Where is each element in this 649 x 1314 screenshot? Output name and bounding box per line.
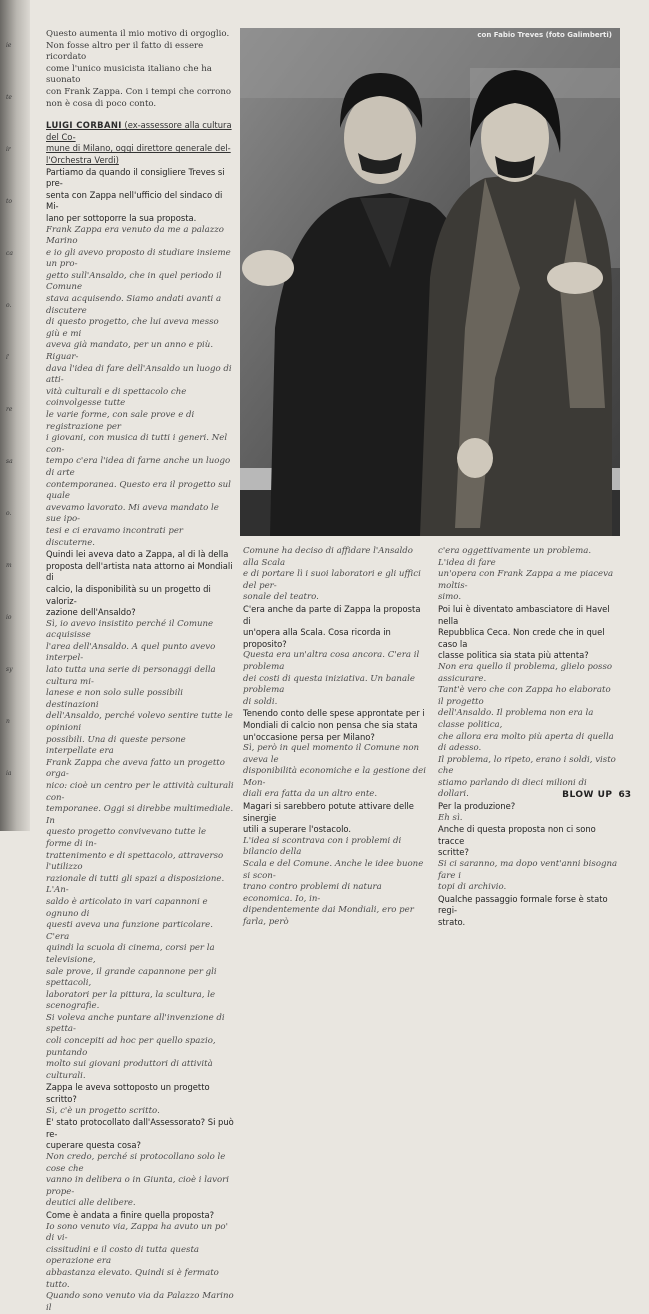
intro-line: non è cosa di poco conto. <box>46 98 157 109</box>
spine-fragment: i' <box>6 354 10 361</box>
magazine-name: BLOW UP <box>562 790 613 800</box>
text-line: Tant'è vero che con Zappa ho elaborato il progetto <box>438 685 611 707</box>
text-line: un'occasione persa per Milano? <box>243 731 375 742</box>
text-line: calcio, la disponibilità su un progetto di valoriz- <box>46 583 211 606</box>
text-line: contemporanea. Questo era il progetto sul quale <box>46 479 231 502</box>
spine-fragment: o. <box>6 510 12 517</box>
text-line: Frank Zappa che aveva fatto un progetto orga- <box>46 757 225 780</box>
text-line: Frank Zappa era venuto da me a palazzo Marino <box>46 224 224 247</box>
text-line: deutici alle delibere. <box>46 1198 136 1209</box>
text-line: tempo c'era l'idea di farne anche un luogo di arte <box>46 456 231 478</box>
text-line: Qualche passaggio formale forse è stato regi- <box>438 893 608 916</box>
text-line: senta con Zappa nell'ufficio del sindaco di Mi- <box>46 189 223 212</box>
text-line: aveva già mandato, per un anno e più. Riguar- <box>46 340 214 363</box>
page-number: 63 <box>618 790 631 800</box>
text-line: Sì, però in quel momento il Comune non aveva le <box>243 743 420 765</box>
text-line: scritte? <box>438 847 469 858</box>
text-line: coli concepiti ad hoc per quello spazio, puntando <box>46 1036 216 1058</box>
text-line: l'area dell'Ansaldo. A quel punto avevo interpel- <box>46 641 216 664</box>
text-line: questo progetto convivevano tutte le forme di in- <box>46 827 207 849</box>
text-line: Scala e del Comune. Anche le idee buone si scon- <box>243 859 424 881</box>
page-footer <box>562 790 631 800</box>
text-line: cissitudini e il costo di tutta questa operazione era <box>46 1244 200 1267</box>
text-line: disponibilità economiche e la gestione dei Mon- <box>243 766 426 788</box>
text-line: Poi lui è diventato ambasciatore di Havel nella <box>438 603 610 626</box>
text-line: Anche di questa proposta non ci sono tracce <box>438 824 596 846</box>
text-line: avevamo lavorato. Mi aveva mandato le sue ipo- <box>46 502 219 525</box>
interviewee-role-line: l'Orchestra Verdi) <box>46 154 119 165</box>
intro-line: con Frank Zappa. Con i tempi che corrono <box>46 86 232 97</box>
answer <box>438 813 618 825</box>
text-line: Questa era un'altra cosa ancora. C'era il problema <box>243 650 420 672</box>
text-line: cuperare questa cosa? <box>46 1140 141 1151</box>
text-line: tesi e ci eravamo incontrati per discuterne. <box>46 525 184 548</box>
text-line: Non era quello il problema, glielo posso assicurare. <box>438 661 613 684</box>
text-line: Io sono venuto via, Zappa ha avuto un po' di vi- <box>46 1221 228 1244</box>
text-line: stiamo parlando di dieci milioni di dollari. <box>438 777 587 800</box>
text-line: Quando sono venuto via da Palazzo Marino il <box>46 1291 234 1313</box>
text-line: dell'Ansaldo, perché volevo sentire tutte le opinioni <box>46 711 233 734</box>
text-line: dell'Ansaldo. Il problema non era la classe politica, <box>438 708 594 730</box>
text-line: Zappa le aveva sottoposto un progetto scritto? <box>46 1082 210 1105</box>
text-line: razionale di tutti gli spazi a disposizione. L'An- <box>46 873 225 896</box>
text-line: dipendentemente dai Mondiali, ero per farla, però <box>243 905 414 927</box>
text-line: temporanee. Oggi si direbbe multimediale. In <box>46 804 234 826</box>
spine-fragment: ie <box>6 42 12 49</box>
photo-credit: con Fabio Treves (foto Galimberti) <box>477 31 612 39</box>
question <box>438 801 618 813</box>
question <box>46 549 234 619</box>
photo <box>240 28 620 536</box>
text-line: classe politica sia stata più attenta? <box>438 650 589 661</box>
text-line: Magari si sarebbero potute attivare delle sinergie <box>243 801 414 823</box>
question <box>46 167 234 225</box>
text-line: L'idea si scontrava con i problemi di bilancio della <box>243 835 402 858</box>
text-line: Sì, c'è un progetto scritto. <box>46 1105 160 1116</box>
answer <box>46 1152 234 1210</box>
intro-line: Non fosse altro per il fatto di essere ricordato <box>46 40 204 63</box>
answer <box>243 743 429 801</box>
text-line: getto sull'Ansaldo, che in quel periodo il Comune <box>46 270 222 293</box>
question <box>438 604 618 662</box>
text-line: Quindi lei aveva dato a Zappa, al di là della <box>46 549 229 560</box>
text-line: Repubblica Ceca. Non crede che in quel caso la <box>438 627 605 649</box>
answer <box>46 1106 234 1118</box>
column-1-body <box>46 167 234 1314</box>
text-line: Si voleva anche puntare all'invenzione di spetta- <box>46 1012 225 1035</box>
text-line: laboratori per la pittura, la scultura, le scenografie. <box>46 989 216 1012</box>
text-line: i giovani, con musica di tutti i generi. Nel con- <box>46 433 228 455</box>
interviewee-name: LUIGI CORBANI <box>46 120 122 131</box>
text-line: Si ci saranno, ma dopo vent'anni bisogna fare i <box>438 859 618 881</box>
text-line: vità culturali e di spettacolo che coinvolgesse tutte <box>46 386 187 409</box>
text-line: diali era fatta da un altro ente. <box>243 789 378 800</box>
spine-fragment: m <box>6 562 12 569</box>
text-line: trattenimento e di spettacolo, attraverso l'utilizzo <box>46 850 224 873</box>
interviewee-role-line: (ex-assessore alla cultura del Co- <box>46 120 232 142</box>
text-line: le varie forme, con sale prove e di registrazione per <box>46 410 195 432</box>
text-line: un'opera alla Scala. Cosa ricorda in proposito? <box>243 627 391 649</box>
answer <box>438 546 618 604</box>
spine-fragment: re <box>6 406 13 413</box>
answer <box>46 225 234 550</box>
text-line: Come è andata a finire quella proposta? <box>46 1209 215 1220</box>
spine-fragment: te <box>6 94 12 101</box>
text-line: Eh sì. <box>438 812 463 823</box>
interviewee-heading <box>46 120 234 166</box>
text-line: questi aveva una funzione particolare. C'era <box>46 920 213 942</box>
text-line: Per la produzione? <box>438 801 516 812</box>
answer <box>243 546 429 604</box>
text-line: Mondiali di calcio non pensa che sia stata <box>243 719 418 730</box>
text-line: di questo progetto, che lui aveva messo giù e mi <box>46 317 219 339</box>
text-line: Il problema, lo ripeto, erano i soldi, visto che <box>438 754 616 777</box>
question <box>438 894 618 929</box>
text-line: possibili. Una di queste persone interpellate era <box>46 734 186 757</box>
text-line: C'era anche da parte di Zappa la proposta di <box>243 603 421 626</box>
spine-fragment: io <box>6 614 12 621</box>
intro-line: come l'unico musicista italiano che ha suonato <box>46 63 212 86</box>
text-line: trano contro problemi di natura economica. Io, in- <box>243 882 382 904</box>
text-line: lato tutta una serie di personaggi della cultura mi- <box>46 665 216 687</box>
book-spine <box>0 0 30 831</box>
answer <box>438 859 618 894</box>
question <box>243 604 429 650</box>
question <box>438 824 618 859</box>
text-line: Comune ha deciso di affidare l'Ansaldo alla Scala <box>243 546 413 568</box>
answer <box>243 650 429 708</box>
interviewee-role-line: mune di Milano, oggi direttore generale del- <box>46 143 231 154</box>
text-line: lano per sottoporre la sua proposta. <box>46 212 197 223</box>
answer <box>243 836 429 929</box>
text-line: quindi la scuola di cinema, corsi per la televisione, <box>46 943 215 965</box>
text-line: Tenendo conto delle spese approntate per i <box>243 708 425 719</box>
text-line: stava acquisendo. Siamo andati avanti a discutere <box>46 294 222 316</box>
spine-fragment: sy <box>6 666 13 673</box>
question <box>46 1210 234 1222</box>
text-line: dei costi di questa iniziativa. Un banale problema <box>243 673 415 696</box>
spine-fragment: ia <box>6 770 12 777</box>
answer <box>46 619 234 1083</box>
question <box>46 1117 234 1152</box>
answer <box>438 662 618 801</box>
column-2 <box>243 546 429 929</box>
text-line: un'opera con Frank Zappa a me piaceva moltis- <box>438 569 614 591</box>
text-line: topi di archivio. <box>438 882 507 893</box>
text-line: Partiamo da quando il consigliere Treves si pre- <box>46 166 225 189</box>
text-line: saldo è articolato in vari capannoni e ognuno di <box>46 896 208 919</box>
column-1 <box>46 29 234 1314</box>
text-line: e io gli avevo proposto di studiare insieme un pro- <box>46 247 231 270</box>
intro-line: Questo aumenta il mio motivo di orgoglio. <box>46 29 230 39</box>
text-line: molto sui giovani produttori di attività culturali. <box>46 1059 213 1081</box>
text-line: zazione dell'Ansaldo? <box>46 607 136 618</box>
text-line: Non credo, perché si protocollano solo le cose che <box>46 1152 226 1174</box>
text-line: dava l'idea di fare dell'Ansaldo un luogo di atti- <box>46 363 232 386</box>
spine-fragment: sa <box>6 458 13 465</box>
answer <box>46 1222 234 1314</box>
portrait-photo <box>240 28 620 536</box>
text-line: di soldi. <box>243 696 278 707</box>
text-line: strato. <box>438 917 466 927</box>
question <box>46 1082 234 1105</box>
spine-fragment: n <box>6 718 10 725</box>
text-line: nico: cioè un centro per le attività culturali con- <box>46 781 234 803</box>
question <box>243 708 429 743</box>
text-line: lanese e non solo sulle possibili destinazioni <box>46 688 184 710</box>
text-line: sonale del teatro. <box>243 592 319 603</box>
text-line: abbastanza elevato. Quindi si è fermato tutto. <box>46 1267 219 1290</box>
text-line: e di portare lì i suoi laboratori e gli uffici del per- <box>243 569 421 591</box>
text-line: utili a superare l'ostacolo. <box>243 824 352 835</box>
column-3 <box>438 546 618 929</box>
text-line: simo. <box>438 592 462 603</box>
text-line: c'era oggettivamente un problema. L'idea di fare <box>438 546 592 568</box>
text-line: sale prove, il grande capannone per gli spettacoli, <box>46 966 217 989</box>
text-line: Sì, io avevo insistito perché il Comune acquisisse <box>46 618 214 641</box>
spine-fragment: ir <box>6 146 11 153</box>
text-line: proposta dell'artista nata attorno ai Mondiali di <box>46 560 233 583</box>
intro-paragraph <box>46 29 234 110</box>
text-line: vanno in delibera o in Giunta, cioè i lavori prope- <box>46 1175 230 1197</box>
spine-fragment: ca <box>6 250 13 257</box>
spine-fragment: to <box>6 198 13 205</box>
text-line: E' stato protocollato dall'Assessorato? Si può re- <box>46 1117 234 1139</box>
spine-fragment: o. <box>6 302 12 309</box>
text-line: che allora era molto più aperta di quella di adesso. <box>438 731 614 754</box>
